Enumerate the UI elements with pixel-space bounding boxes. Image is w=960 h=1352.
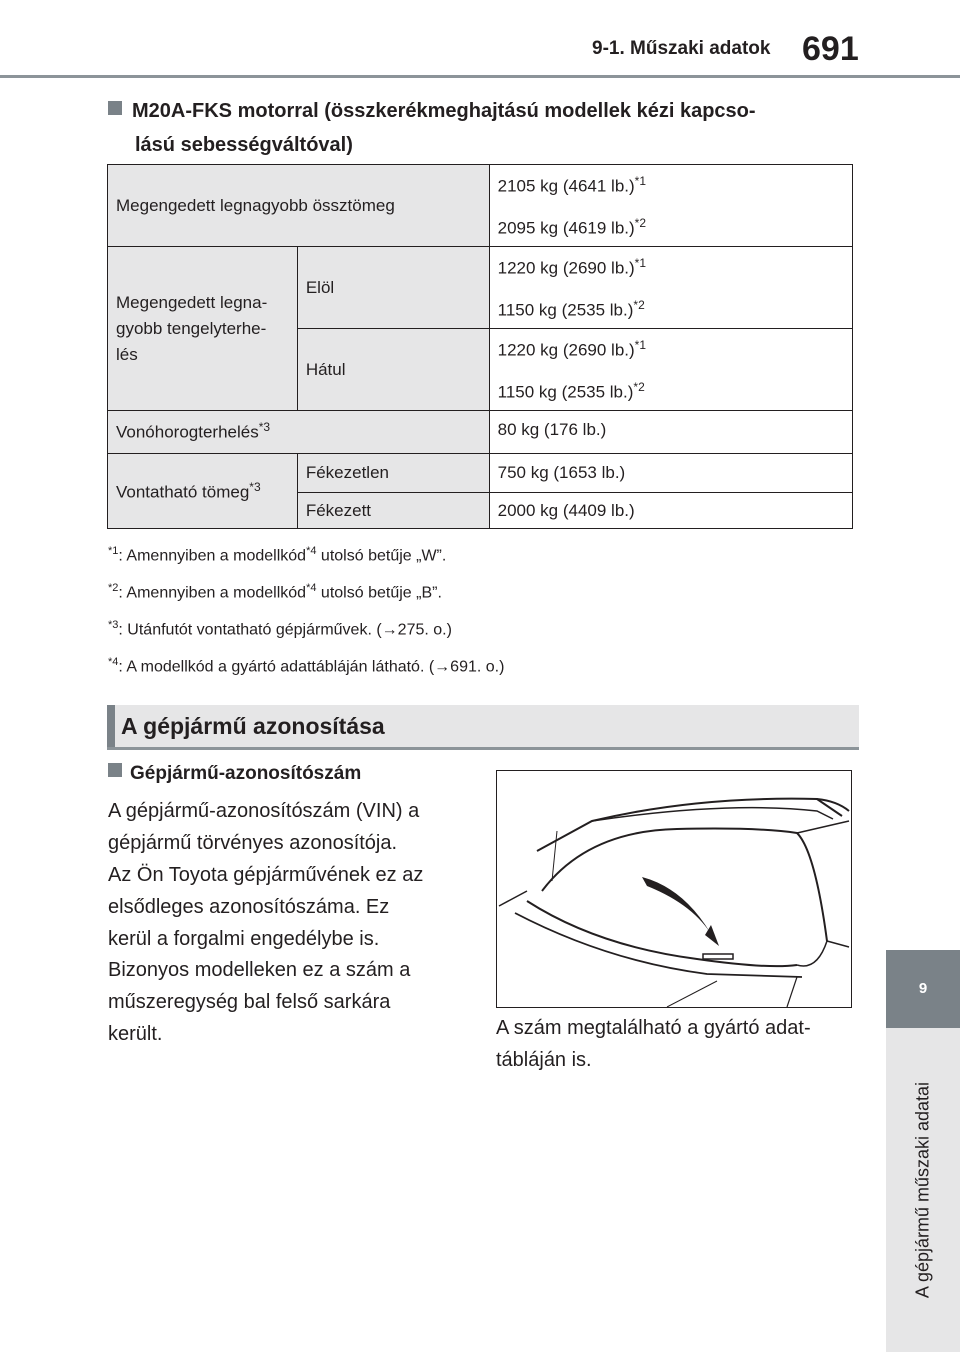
footnotes <box>108 536 504 684</box>
max-gross-weight-values: 2105 kg (4641 lb.)$^{*1}$ 2095 kg (4619 lb.)$^{*2}$ <box>489 165 852 247</box>
section-underline <box>107 747 859 750</box>
hitch-load-value: 80 kg (176 lb.) <box>489 411 852 454</box>
rear-axle-values: 1220 kg (2690 lb.)$^{*1}$ 1150 kg (2535 lb.)$^{*2}$ <box>489 329 852 411</box>
footnote-3: $^{*3}$: Utánfutót vontatható gépjárművek. (→275. o.) <box>108 619 452 639</box>
section-heading-bar <box>107 705 859 747</box>
section-title: A gépjármű azonosítása <box>121 713 385 739</box>
section-accent <box>107 705 115 747</box>
rear-axle-label: Hátul <box>297 329 489 411</box>
figure-caption: A szám megtalálható a gyártó adat- tábláján is. <box>496 1017 811 1071</box>
table-row <box>108 165 853 247</box>
table-row <box>108 411 853 454</box>
towable-mass-label: Vontatható tömeg$^{*3}$ <box>108 454 298 529</box>
unbraked-value: 750 kg (1653 lb.) <box>489 454 852 493</box>
page-number: 691 <box>802 30 859 68</box>
footnote-4: $^{*4}$: A modellkód a gyártó adattábláján látható. (→691. o.) <box>108 656 505 676</box>
front-axle-values: 1220 kg (2690 lb.)$^{*1}$ 1150 kg (2535 lb.)$^{*2}$ <box>489 247 852 329</box>
footnote-2: $^{*2}$: Amennyiben a modellkód$^{*4}$ utolsó betűje „B”. <box>108 582 442 602</box>
vin-description: A gépjármű-azonosítószám (VIN) a gépjármű törvényes azonosítója. Az Ön Toyota gépjárművének ez az elsődleges azonosítószáma. Ez kerül a forgalmi engedélybe is. <box>108 800 424 950</box>
chapter-number: 9 <box>918 980 928 997</box>
max-axle-load-label: Megengedett legna- gyobb tengelyterhe- lés <box>108 247 298 411</box>
table-row <box>108 454 853 493</box>
front-axle-label: Elöl <box>297 247 489 329</box>
chapter-tab <box>886 950 960 1028</box>
max-gross-weight-label: Megengedett legnagyobb össztömeg <box>108 165 490 247</box>
vin-subheading: Gépjármű-azonosítószám <box>108 763 361 785</box>
chapter-title: A gépjármű műszaki adatai <box>912 1081 933 1299</box>
square-bullet-icon <box>108 763 122 777</box>
table-row <box>108 247 853 329</box>
weight-spec-table <box>107 164 853 529</box>
braked-value: 2000 kg (4409 lb.) <box>489 493 852 529</box>
windshield-vin-illustration <box>496 770 852 1008</box>
windshield-vin-icon <box>497 771 851 1007</box>
section-header-title: 9-1. Műszaki adatok <box>592 38 771 59</box>
footnote-1: $^{*1}$: Amennyiben a modellkód$^{*4}$ utolsó betűje „W”. <box>108 545 447 565</box>
braked-label: Fékezett <box>297 493 489 529</box>
hitch-load-label: Vonóhorogterhelés$^{*3}$ <box>108 411 490 454</box>
square-bullet-icon <box>108 101 122 115</box>
header-divider <box>0 75 960 78</box>
unbraked-label: Fékezetlen <box>297 454 489 493</box>
vin-location-text: Bizonyos modelleken ez a szám a műszeregység bal felső sarkára került. <box>108 959 411 1045</box>
engine-subheading: M20A-FKS motorral (összkerékmeghajtású modellek kézi kapcso- lású sebességváltóval) <box>108 94 848 162</box>
